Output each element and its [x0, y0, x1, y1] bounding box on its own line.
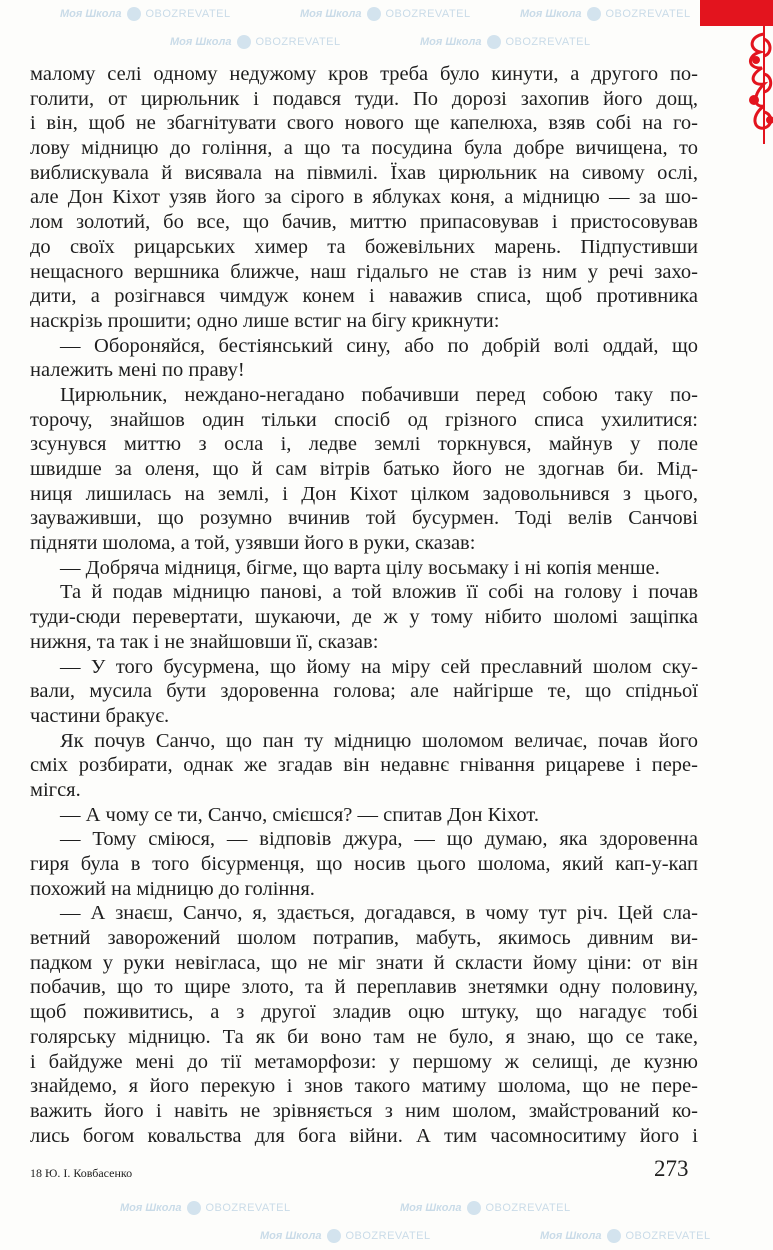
text-line: наскрізь прошити; одно лише встиг на бігу крикнути:: [30, 309, 500, 332]
text-line: мігся.: [30, 778, 81, 801]
watermark-logo-icon: [187, 1201, 201, 1215]
watermark: [260, 1228, 431, 1244]
text-line: і він, щоб не збагнітувати свого нового ще капелюха, взяв собі на го-: [30, 112, 698, 135]
text-line: нещасного вершника ближче, наш гідальго не став із ним у речі захо-: [30, 260, 698, 283]
watermark-brand-en: OBOZREVATEL: [485, 1202, 571, 1214]
watermark-brand-en: OBOZREVATEL: [205, 1202, 291, 1214]
watermark: [120, 1200, 291, 1216]
watermark-brand-ua: Моя Школа: [260, 1230, 322, 1242]
text-line: ниця лишилась на землі, і Дон Кіхот цілком задовольнився з цього,: [30, 482, 698, 505]
text-line: швидше за оленя, що й сам вітрів батько його не здогнав би. Мід-: [30, 458, 698, 480]
text-line: вали, мусила бути здоровенна голова; але найгірше те, що спідньої: [30, 680, 698, 703]
text-line: частини бракує.: [30, 704, 170, 727]
text-line: дити, а розігнався чимдуж конем і наважив списа, щоб противника: [30, 285, 698, 308]
watermark-brand-en: OBOZREVATEL: [625, 1230, 711, 1242]
text-line: належить мені по праву!: [30, 359, 245, 382]
watermark: [420, 34, 591, 50]
watermark-brand-ua: Моя Школа: [400, 1202, 462, 1214]
watermark-logo-icon: [467, 1201, 481, 1215]
text-line: нижня, та так і не знайшовши її, сказав:: [30, 630, 379, 653]
text-line: виблискувала й висявала на півмилі. Їхав цирюльник на сивому ослі,: [30, 161, 698, 184]
watermark-logo-icon: [327, 1229, 341, 1243]
watermark-logo-icon: [237, 35, 251, 49]
text-line: падком у руки невігласа, що не міг знати й скласти йому ціни: от він: [30, 951, 698, 974]
watermark-brand-en: OBOZREVATEL: [385, 8, 471, 20]
text-line: до своїх рицарських химер та божевільних марень. Підпустивши: [30, 235, 698, 258]
watermark-logo-icon: [127, 7, 141, 21]
text-line: але Дон Кіхот узяв його за сірого в яблуках коня, а мідницю — за шо-: [30, 186, 698, 209]
corner-color-tab: [700, 0, 773, 26]
text-line: зсунувся миттю з осла і, ледве землі торкнувся, майнув у поле: [30, 433, 698, 456]
watermark-logo-icon: [607, 1229, 621, 1243]
watermark-brand-en: OBOZREVATEL: [345, 1230, 431, 1242]
watermark-logo-icon: [587, 7, 601, 21]
text-line: Та й подав мідницю панові, а той вложив її собі на голову і почав: [60, 581, 698, 604]
text-line: голярську мідницю. Та як би воно там не було, я знаю, що се таке,: [30, 1025, 698, 1048]
watermark-brand-ua: Моя Школа: [170, 36, 232, 48]
watermark-brand-en: OBOZREVATEL: [145, 8, 231, 20]
watermark-brand-en: OBOZREVATEL: [255, 36, 341, 48]
text-line: сміх розбирати, однак же згадав він недавнє гнівання рицареве і пере-: [30, 754, 698, 777]
watermark: [400, 1200, 571, 1216]
footer-signature: 18 Ю. І. Ковбасенко: [30, 1166, 133, 1180]
watermark-brand-ua: Моя Школа: [60, 8, 122, 20]
book-text: [30, 62, 698, 1148]
text-line: голити, от цирюльник і подався туди. По дорозі захопив його дощ,: [30, 87, 698, 110]
watermark: [60, 6, 231, 22]
text-line: — А чому се ти, Санчо, смієшся? — спитав Дон Кіхот.: [60, 803, 539, 826]
text-line: знайдемо, я його перекую і знов такого матиму шолома, що не пере-: [30, 1075, 698, 1098]
text-line: — Добряча мідниця, бігме, що варта цілу восьмаку і ні копія менше.: [60, 556, 660, 579]
text-line: туди-сюди перевертати, шукаючи, де ж у тому нібито шоломі защіпка: [30, 606, 698, 629]
text-line: щоб поживитись, а з другої зладив оцю штуку, що нагадує тобі: [30, 1001, 698, 1024]
watermark-brand-ua: Моя Школа: [300, 8, 362, 20]
text-line: лову мідницю до гоління, а що та посудина була добре вичищена, то: [30, 137, 698, 160]
text-line: — У того бусурмена, що йому на міру сей преславний шолом ску-: [60, 655, 698, 678]
text-line: малому селі одному недужому кров треба було кинути, а другого по-: [30, 63, 698, 85]
text-line: ветний заворожений шолом потрапив, мабуть, якимось дивним ви-: [30, 927, 698, 950]
watermark-brand-ua: Моя Школа: [420, 36, 482, 48]
text-line: — Тому сміюся, — відповів джура, — що думаю, яка здоровенна: [60, 828, 698, 851]
watermark: [300, 6, 471, 22]
text-line: лись богом ковальства для бога війни. А тим часомноситиму його і: [30, 1124, 698, 1147]
watermark-brand-ua: Моя Школа: [520, 8, 582, 20]
text-line: — Обороняйся, бестіянський сину, або по добрій волі оддай, що: [60, 334, 698, 357]
text-line: підняти шолома, а той, узявши його в руки, сказав:: [30, 532, 476, 555]
watermark-brand-en: OBOZREVATEL: [505, 36, 591, 48]
text-line: важить його і навіть не зрівняється з ним шолом, змайстрований ко-: [30, 1099, 698, 1122]
watermark-logo-icon: [367, 7, 381, 21]
text-line: побачив, що то щире злото, та й переплавив знетямки одну половину,: [30, 976, 698, 999]
watermark: [170, 34, 341, 50]
watermark-brand-ua: Моя Школа: [540, 1230, 602, 1242]
watermark: [540, 1228, 711, 1244]
floral-ornament-icon: [742, 24, 773, 144]
page-number: 273: [654, 1156, 689, 1181]
text-line: Цирюльник, неждано-негадано побачивши перед собою таку по-: [60, 383, 698, 406]
text-line: зауваживши, що розумно вчинив той бусурмен. Тоді велів Санчові: [30, 507, 698, 530]
watermark-logo-icon: [487, 35, 501, 49]
watermark: [520, 6, 691, 22]
watermark-brand-en: OBOZREVATEL: [605, 8, 691, 20]
text-line: — А знаєш, Санчо, я, здається, догадався, в чому тут річ. Цей сла-: [60, 902, 698, 925]
text-line: і байдуже мені до тії метаморфози: у першому ж селищі, де кузню: [30, 1050, 698, 1073]
text-line: похожий на мідницю до гоління.: [30, 877, 315, 900]
text-line: лом золотий, бо все, що бачив, миттю припасовував і пристосовував: [30, 211, 698, 234]
text-line: Як почув Санчо, що пан ту мідницю шоломом величає, почав його: [60, 729, 698, 752]
text-line: торочу, знайшов один тільки спосіб од грізного списа ухилитися:: [30, 408, 698, 431]
watermark-brand-ua: Моя Школа: [120, 1202, 182, 1214]
text-line: гиря була в того бісурменця, що носив цього шолома, який кап-у-кап: [30, 853, 698, 875]
